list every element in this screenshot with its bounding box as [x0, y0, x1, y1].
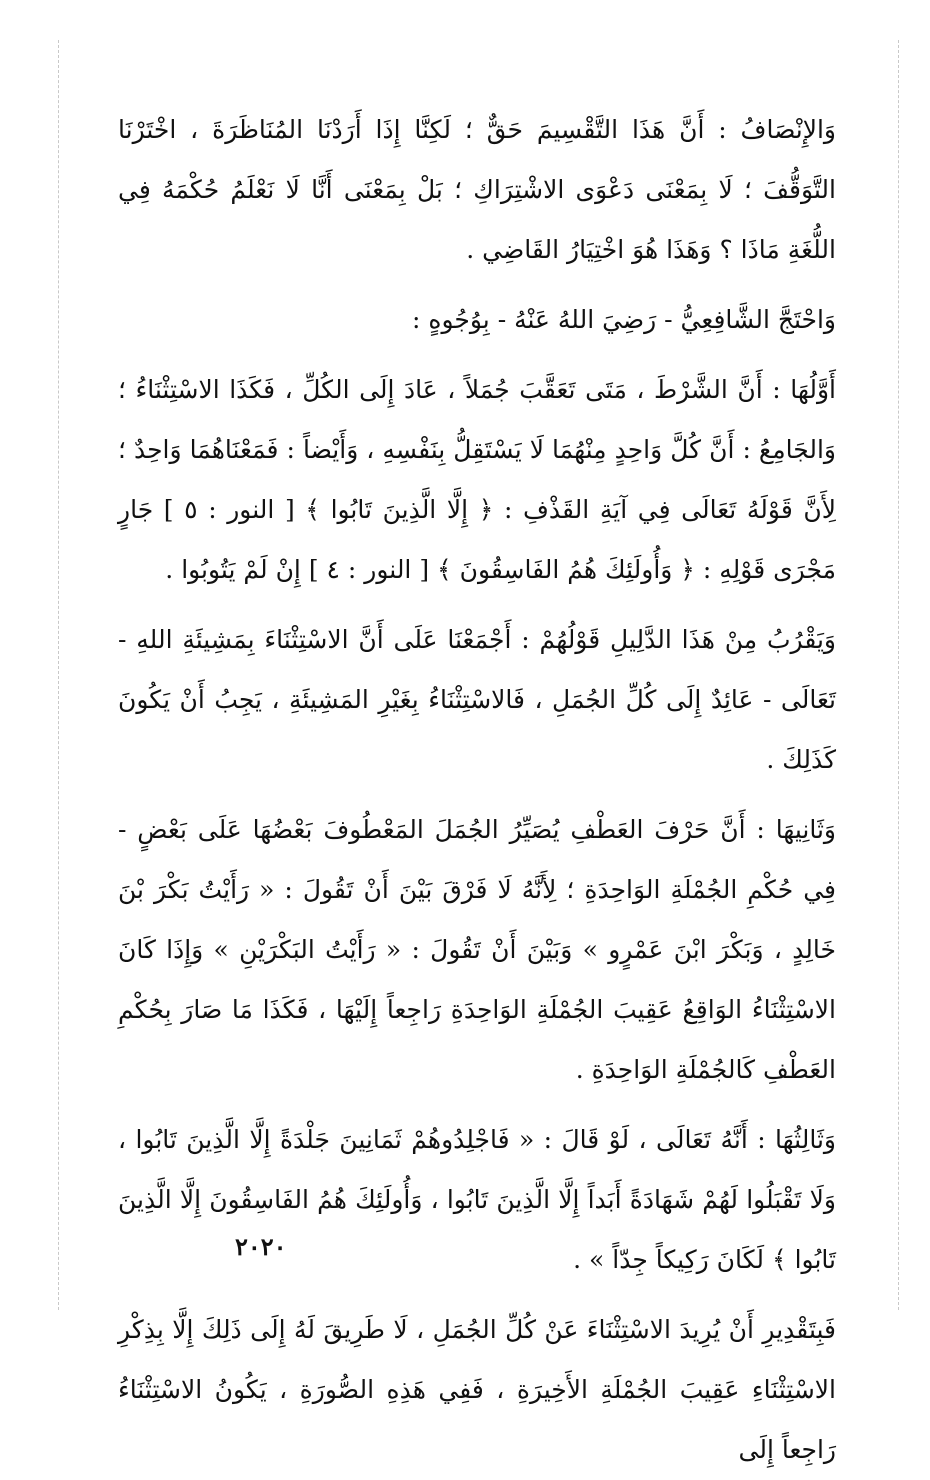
- left-margin-guide: [58, 40, 59, 1310]
- paragraph-insaf: وَالإِنْصَافُ : أَنَّ هَذَا التَّقْسِيمَ حَقٌّ ؛ لَكِنَّا إِذَا أَرَدْنَا المُنَاظَرَةَ ، اخْتَرْنَا التَّوَقُّفَ ؛ لَا بِمَعْنَى دَعْوَى الاشْتِرَاكِ ؛ بَلْ بِمَعْنَى أَنَّا لَا نَعْلَمُ حُكْمَهُ فِي اللُّغَةِ مَاذَا ؟ وَهَذَا هُوَ اخْتِيَارُ القَاضِي .: [118, 115, 836, 264]
- paragraph-first-reason: أَوَّلُهَا : أَنَّ الشَّرْطَ ، مَتَى تَعَقَّبَ جُمَلاً ، عَادَ إِلَى الكُلِّ ، فَكَذَا الاسْتِثْنَاءُ ؛ وَالجَامِعُ : أَنَّ كُلَّ وَاحِدٍ مِنْهُمَا لَا يَسْتَقِلُّ بِنَفْسِهِ ، وَأَيْضاً : فَمَعْنَاهُمَا وَاحِدٌ ؛ لِأَنَّ قَوْلَهُ تَعَالَى فِي آيَةِ القَذْفِ : ﴿ إِلَّا الَّذِينَ تَابُوا ﴾ [ النور : ٥ ] جَارٍ مَجْرَى قَوْلِهِ : ﴿ وَأُولَئِكَ هُمُ الفَاسِقُونَ ﴾ [ النور : ٤ ] إِنْ لَمْ يَتُوبُوا .: [118, 375, 837, 584]
- paragraph-third-reason: وَثَالِثُهَا : أَنَّهُ تَعَالَى ، لَوْ قَالَ : « فَاجْلِدُوهُمْ ثَمَانِينَ جَلْدَةً إِلَّا الَّذِينَ تَابُوا ، وَلَا تَقْبَلُوا لَهُمْ شَهَادَةً أَبَداً إِلَّا الَّذِينَ تَابُوا ، وَأُولَئِكَ هُمُ الفَاسِقُونَ إِلَّا الَّذِينَ تَابُوا ﴾ لَكَانَ رَكِيكاً جِدّاً » .: [118, 1125, 836, 1274]
- body-text: [118, 100, 836, 1480]
- paragraph-second-reason: وَثَانِيهَا : أَنَّ حَرْفَ العَطْفِ يُصَيِّرُ الجُمَلَ المَعْطُوفَ بَعْضُهَا عَلَى بَعْضٍ - فِي حُكْمِ الجُمْلَةِ الوَاحِدَةِ ؛ لِأَنَّهُ لَا فَرْقَ بَيْنَ أَنْ تَقُولَ : « رَأَيْتُ بَكْرَ بْنَ خَالِدٍ ، وَبَكْرَ ابْنَ عَمْرٍو » وَبَيْنَ أَنْ تَقُولَ : « رَأَيْتُ البَكْرَيْنِ » وَإِذَا كَانَ الاسْتِثْنَاءُ الوَاقِعُ عَقِيبَ الجُمْلَةِ الوَاحِدَةِ رَاجِعاً إِلَيْهَا ، فَكَذَا مَا صَارَ بِحُكْمِ العَطْفِ كَالجُمْلَةِ الوَاحِدَةِ .: [118, 815, 836, 1084]
- page-number: ٢٠٢٠: [235, 1232, 287, 1261]
- paragraph-shafii-argument: وَاحْتَجَّ الشَّافِعِيُّ - رَضِيَ اللهُ عَنْهُ - بِوُجُوهٍ :: [412, 305, 836, 334]
- paragraph-related-proof: وَيَقْرُبُ مِنْ هَذَا الدَّلِيلِ قَوْلُهُمْ : أَجْمَعْنَا عَلَى أَنَّ الاسْتِثْنَاءَ بِمَشِيئَةِ اللهِ - تَعَالَى - عَائِدٌ إِلَى كُلِّ الجُمَلِ ، فَالاسْتِثْنَاءُ بِغَيْرِ المَشِيئَةِ ، يَجِبُ أَنْ يَكُونَ كَذَلِكَ .: [118, 625, 836, 774]
- paragraph-conclusion: فَبِتَقْدِيرِ أَنْ يُرِيدَ الاسْتِثْنَاءَ عَنْ كُلِّ الجُمَلِ ، لَا طَرِيقَ لَهُ إِلَى ذَلِكَ إِلَّا بِذِكْرِ الاسْتِثْنَاءِ عَقِيبَ الجُمْلَةِ الأَخِيرَةِ ، فَفِي هَذِهِ الصُّورَةِ ، يَكُونُ الاسْتِثْنَاءُ رَاجِعاً إِلَى: [118, 1315, 836, 1464]
- right-margin-guide: [898, 40, 899, 1310]
